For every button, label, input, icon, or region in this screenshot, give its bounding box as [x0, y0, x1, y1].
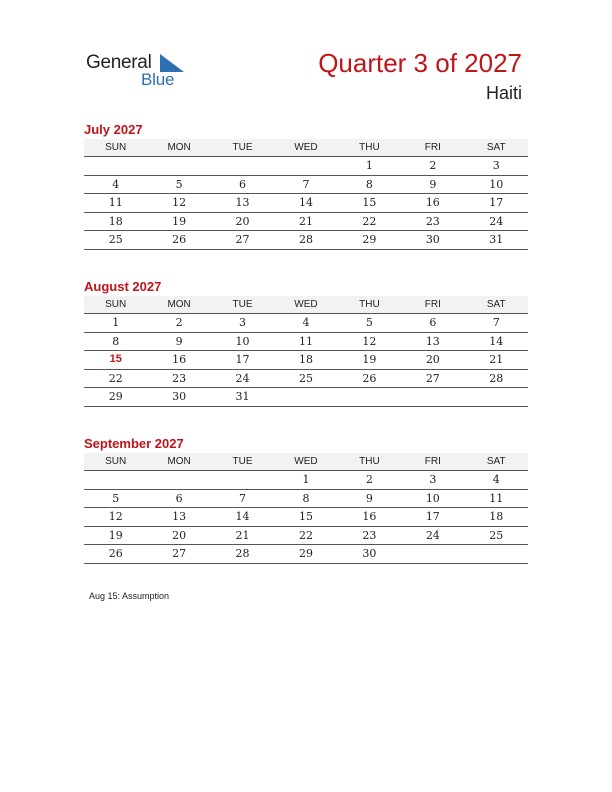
day-cell: 21 — [489, 353, 504, 366]
day-cell: 30 — [172, 390, 187, 403]
day-cell: 8 — [302, 491, 310, 505]
day-cell: 1 — [302, 473, 310, 486]
day-cell: 5 — [175, 177, 183, 191]
weekday-label: SUN — [105, 299, 127, 310]
day-cell: 21 — [298, 214, 313, 228]
weekday-label: SAT — [486, 299, 506, 310]
day-cell: 14 — [489, 334, 504, 348]
day-cell: 23 — [362, 528, 377, 542]
month-title: September 2027 — [84, 436, 184, 451]
day-cell: 24 — [425, 528, 440, 542]
day-cell: 11 — [298, 334, 313, 348]
day-cell: 7 — [492, 316, 500, 329]
day-cell: 20 — [425, 353, 440, 366]
day-cell: 28 — [298, 233, 313, 246]
day-cell: 27 — [425, 371, 440, 385]
day-cell: 26 — [172, 233, 187, 246]
day-cell: 25 — [298, 371, 313, 385]
week-row — [84, 333, 528, 352]
day-cell: 9 — [365, 491, 373, 505]
weekday-label: THU — [359, 456, 380, 467]
weekday-label: MON — [167, 456, 191, 467]
day-cell: 14 — [298, 196, 313, 209]
day-cell: 13 — [425, 334, 440, 348]
weekday-label: FRI — [424, 299, 441, 310]
weekday-label: SUN — [105, 142, 127, 153]
day-cell: 17 — [489, 196, 504, 209]
day-cell: 28 — [489, 371, 504, 385]
day-cell: 29 — [298, 547, 313, 560]
day-cell: 28 — [235, 547, 250, 560]
day-cell: 11 — [108, 196, 123, 209]
week-row — [84, 314, 528, 333]
day-cell: 4 — [112, 177, 120, 191]
day-cell: 17 — [425, 510, 440, 523]
week-row — [84, 490, 528, 509]
day-cell: 10 — [425, 491, 440, 505]
month-calendar-august — [84, 278, 528, 407]
logo-text-general: General — [86, 52, 152, 73]
day-cell: 13 — [235, 196, 250, 209]
day-cell: 19 — [362, 353, 377, 366]
day-cell: 6 — [239, 177, 247, 191]
day-cell: 18 — [489, 510, 504, 523]
day-cell: 14 — [235, 510, 250, 523]
week-row — [84, 176, 528, 195]
day-cell: 31 — [235, 390, 250, 403]
day-cell: 6 — [175, 491, 183, 505]
day-cell: 7 — [239, 491, 247, 505]
day-cell: 31 — [489, 233, 504, 246]
day-cell: 3 — [492, 159, 500, 172]
week-row — [84, 388, 528, 407]
day-cell: 10 — [235, 334, 250, 348]
day-cell — [274, 157, 337, 175]
day-cell — [84, 471, 147, 489]
weekday-header — [84, 453, 528, 470]
day-cell: 9 — [175, 334, 183, 348]
day-cell: 16 — [425, 196, 440, 209]
week-row — [84, 194, 528, 213]
day-cell — [147, 471, 210, 489]
day-cell: 13 — [172, 510, 187, 523]
weekday-label: WED — [294, 299, 318, 310]
day-cell — [401, 388, 464, 406]
day-cell: 27 — [235, 233, 250, 246]
weekday-label: WED — [294, 142, 318, 153]
day-cell: 30 — [362, 547, 377, 560]
day-cell: 29 — [108, 390, 123, 403]
day-cell: 10 — [489, 177, 504, 191]
day-cell: 1 — [112, 316, 120, 329]
week-row — [84, 351, 528, 370]
weekday-header — [84, 139, 528, 156]
day-cell: 3 — [239, 316, 247, 329]
day-cell: 11 — [489, 491, 504, 505]
month-title: August 2027 — [84, 279, 162, 294]
day-cell: 2 — [175, 316, 183, 329]
day-cell — [274, 388, 337, 406]
holiday-note: Aug 15: Assumption — [89, 591, 170, 601]
day-cell: 16 — [362, 510, 377, 523]
day-cell: 12 — [362, 334, 377, 348]
day-cell — [401, 545, 464, 563]
day-cell: 30 — [425, 233, 440, 246]
day-cell: 26 — [108, 547, 123, 560]
week-row — [84, 471, 528, 490]
week-row — [84, 231, 528, 250]
month-calendar-september — [84, 435, 528, 564]
weekday-label: THU — [359, 142, 380, 153]
weekday-label: TUE — [232, 456, 253, 467]
day-cell: 7 — [302, 177, 310, 191]
day-cell: 22 — [362, 214, 377, 228]
day-cell: 22 — [108, 371, 123, 385]
week-row — [84, 370, 528, 389]
month-title: July 2027 — [84, 122, 143, 137]
day-cell: 25 — [489, 528, 504, 542]
logo-text-blue: Blue — [141, 70, 175, 89]
day-cell: 20 — [172, 528, 187, 542]
day-cell: 21 — [235, 528, 250, 542]
month-calendar-july — [84, 121, 528, 250]
day-cell: 26 — [362, 371, 377, 385]
country-name: Haiti — [485, 83, 522, 103]
day-cell: 4 — [492, 473, 500, 486]
day-cell: 22 — [298, 528, 313, 542]
weekday-header — [84, 296, 528, 313]
day-cell: 5 — [112, 491, 120, 505]
week-row — [84, 545, 528, 564]
weekday-label: TUE — [232, 142, 253, 153]
weekday-label: THU — [359, 299, 380, 310]
day-cell: 19 — [172, 214, 187, 228]
weekday-label: TUE — [232, 299, 253, 310]
holiday-day-cell: 15 — [109, 353, 122, 365]
day-cell: 18 — [298, 353, 313, 366]
weeks — [84, 313, 528, 407]
weekday-label: MON — [167, 299, 191, 310]
day-cell: 23 — [172, 371, 187, 385]
day-cell: 12 — [172, 196, 187, 209]
day-cell: 12 — [108, 510, 123, 523]
weekday-label: SAT — [486, 142, 506, 153]
day-cell: 15 — [298, 510, 313, 523]
weekday-label: MON — [167, 142, 191, 153]
day-cell — [211, 157, 274, 175]
day-cell: 25 — [108, 233, 123, 246]
day-cell: 19 — [108, 528, 123, 542]
weekday-label: SUN — [105, 456, 127, 467]
day-cell: 8 — [112, 334, 120, 348]
day-cell: 24 — [235, 371, 250, 385]
day-cell: 2 — [365, 473, 373, 486]
day-cell: 20 — [235, 214, 250, 228]
week-row — [84, 508, 528, 527]
week-row — [84, 527, 528, 546]
weekday-label: SAT — [486, 456, 506, 467]
day-cell: 16 — [172, 353, 187, 366]
week-row — [84, 213, 528, 232]
weekday-label: FRI — [424, 456, 441, 467]
week-row — [84, 157, 528, 176]
day-cell — [147, 157, 210, 175]
day-cell: 5 — [365, 316, 373, 329]
day-cell: 24 — [489, 214, 504, 228]
day-cell: 17 — [235, 353, 250, 366]
weeks — [84, 470, 528, 564]
holiday-notes — [89, 591, 169, 601]
day-cell: 2 — [429, 159, 437, 172]
day-cell: 27 — [172, 547, 187, 560]
day-cell: 4 — [302, 316, 310, 329]
day-cell: 15 — [362, 196, 377, 209]
generalblue-logo — [86, 52, 196, 92]
day-cell — [84, 157, 147, 175]
page-title: Quarter 3 of 2027 — [318, 48, 522, 78]
day-cell: 9 — [429, 177, 437, 191]
day-cell: 8 — [365, 177, 373, 191]
day-cell: 3 — [429, 473, 437, 486]
day-cell — [338, 388, 401, 406]
day-cell: 1 — [365, 159, 373, 172]
day-cell — [465, 545, 528, 563]
weekday-label: WED — [294, 456, 318, 467]
weekday-label: FRI — [424, 142, 441, 153]
day-cell — [465, 388, 528, 406]
day-cell: 6 — [429, 316, 437, 329]
day-cell: 23 — [425, 214, 440, 228]
weeks — [84, 156, 528, 250]
day-cell — [211, 471, 274, 489]
day-cell: 29 — [362, 233, 377, 246]
day-cell: 18 — [108, 214, 123, 228]
